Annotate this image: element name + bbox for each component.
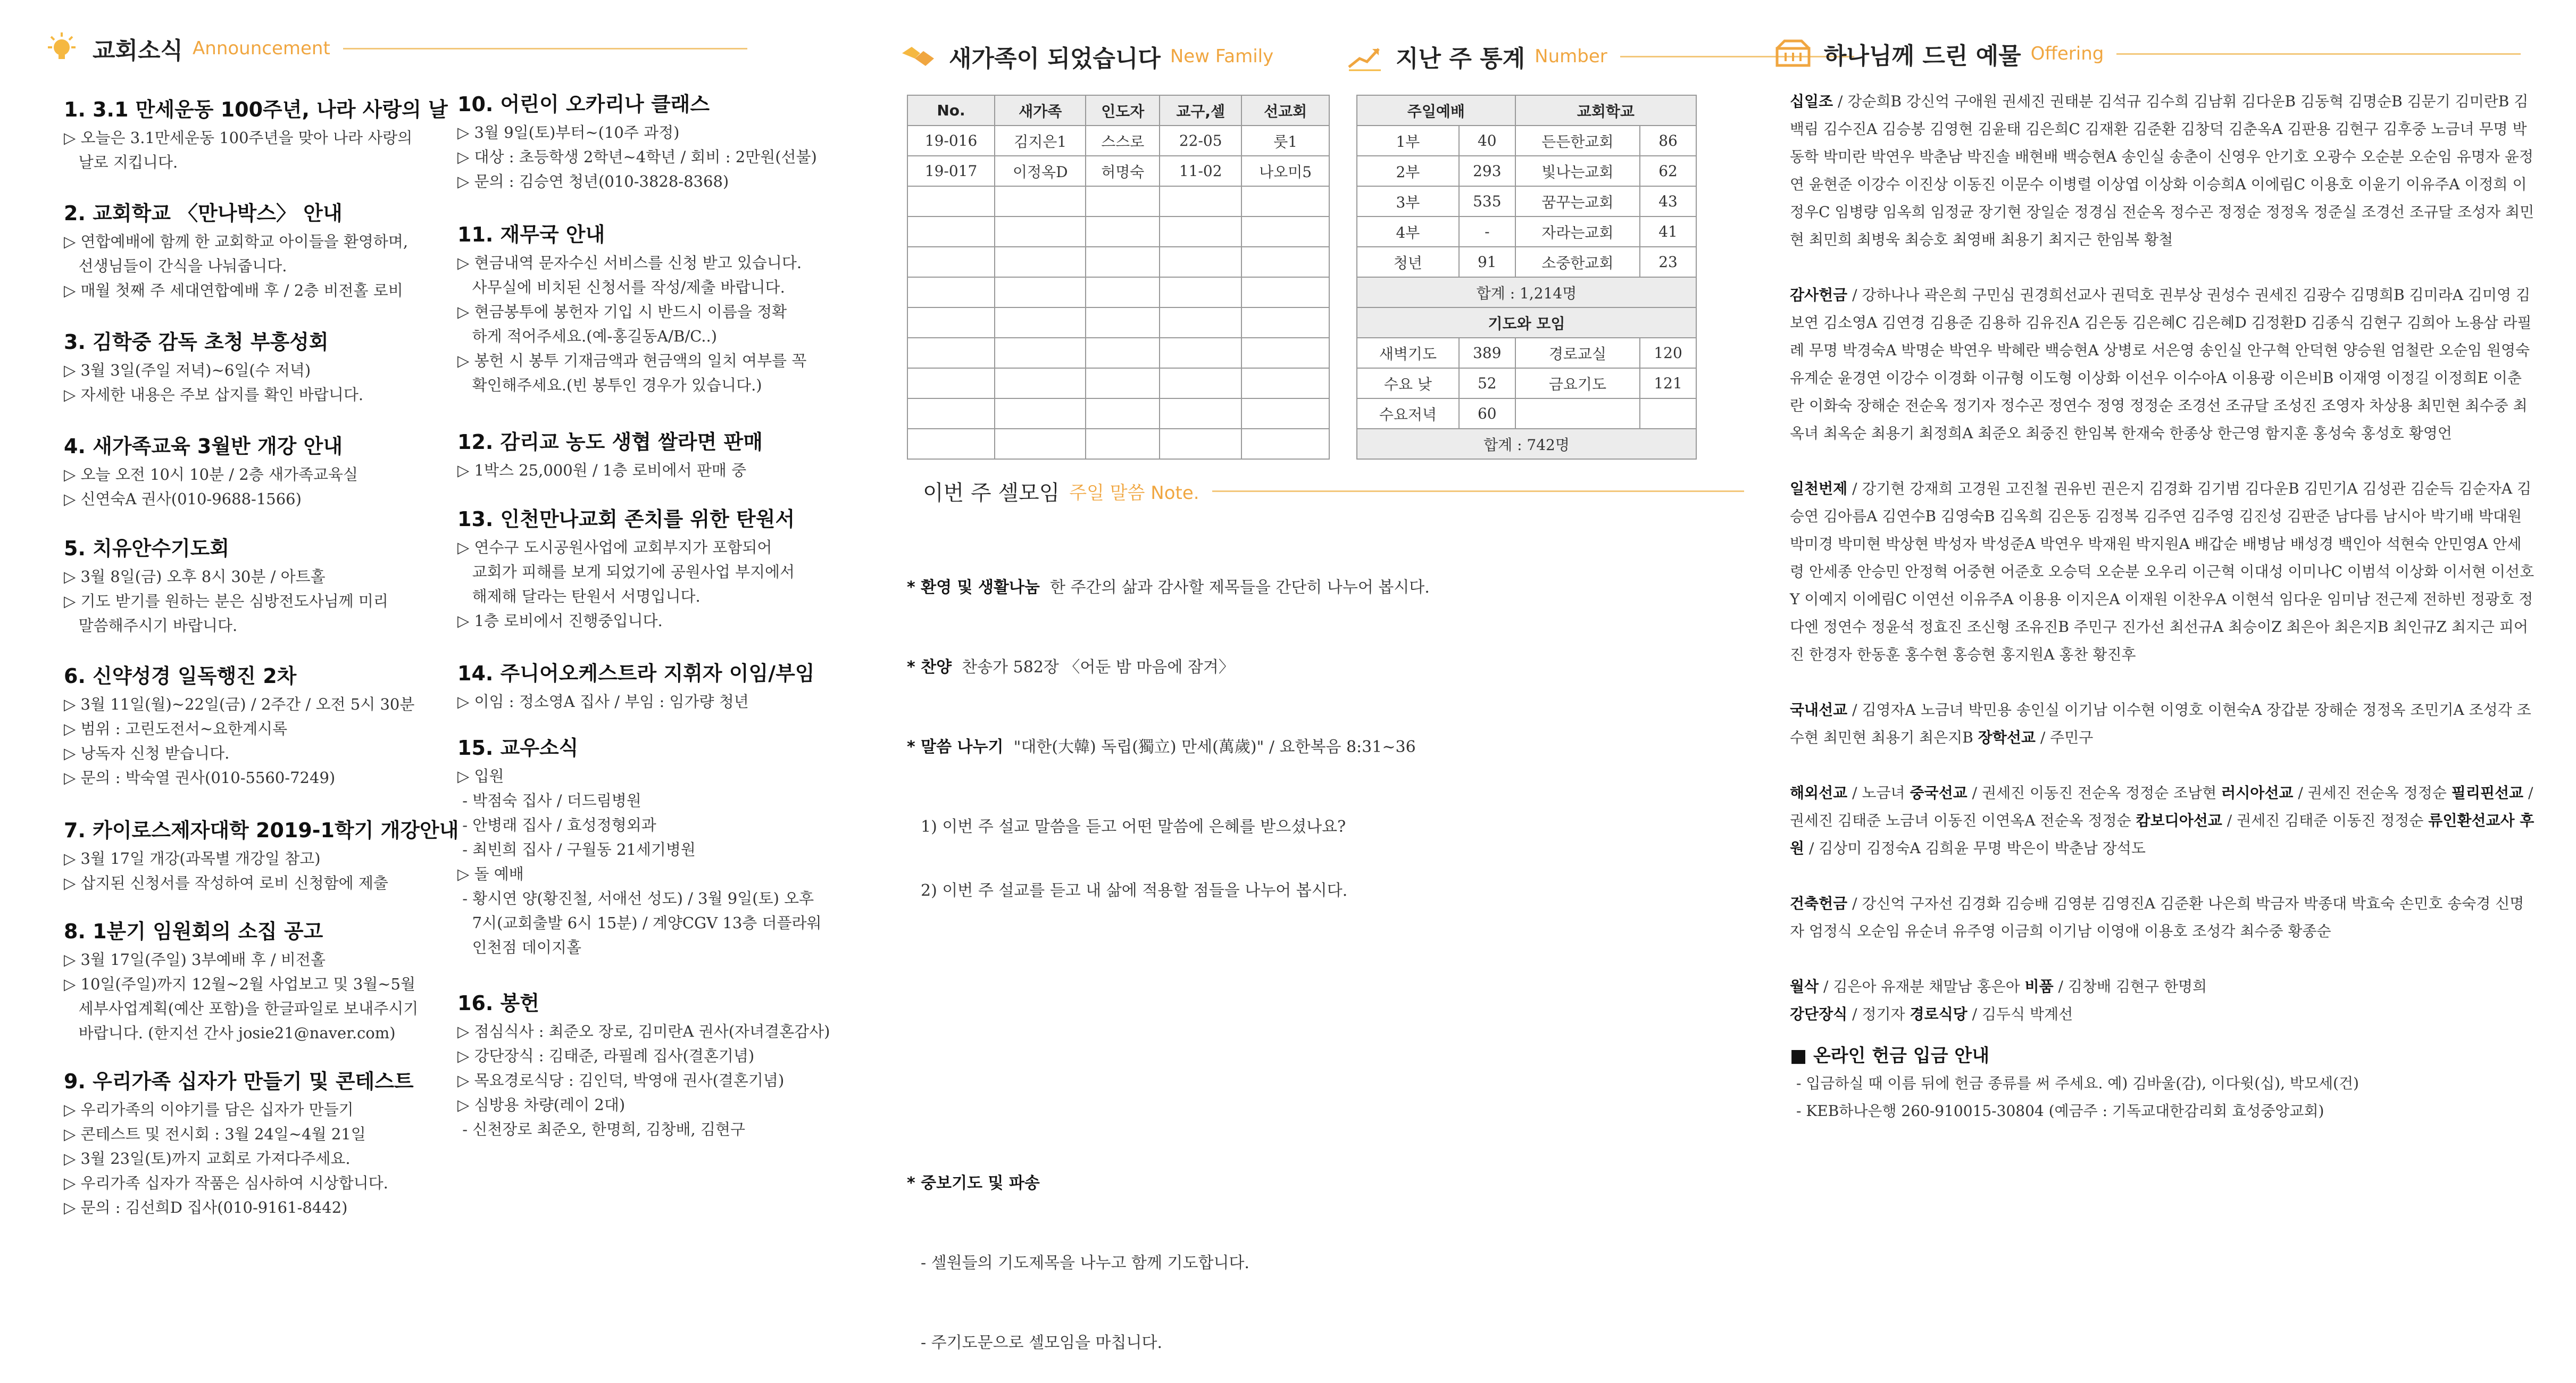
table-cell: 자라는교회 [1515,216,1640,247]
notice-title: 6. 신약성경 일독행진 2차 [64,664,297,688]
notice-title: 2. 교회학교 〈만나박스〉 안내 [64,202,343,225]
notice-line: ▷ 오늘은 3.1만세운동 100주년을 맞아 나라 사랑의 [64,129,413,147]
notice-title: 12. 감리교 농도 생협 쌀라면 판매 [457,430,763,454]
notice-line: ▷ 범위 : 고린도전서~요한계시록 [64,720,288,738]
notice-item [64,326,363,407]
trend-chart-icon [1346,37,1384,76]
notice-item [457,731,822,960]
notice-line: ▷ 입원 [457,767,504,785]
table-cell: 허명숙 [1086,156,1160,186]
offering-thanks: 감사헌금 / 강하나나 곽은희 구민심 권경희선교사 권덕호 권부상 권성수 권세진 김광수 김명희B 김미라A 김미영 김보연 김소영A 김연경 김용준 김용하 김유진A 김은동 김은혜C 김은혜D 김정환D 김종식 김현구 김희아 노용삼 라필례 무명 박경숙A 박명순 박연우 박혜란 백승현A 상병로 서은영 송인실 안구혁 안덕현 양승원 엄철란 오순임 원영숙 유계순 윤경연 이강수 이경화 이규형 이도형 이상화 이선우 이수아A 이용광 이은비B 이재영 이정길 이정희E 이춘란 이화숙 장해순 전순옥 정기자 정수곤 정연수 정영 정정순 조경선 조규달 조성진 조영자 차상용 최민현 최수중 최옥녀 최옥순 최용기 최정희A 최준오 최중진 한임복 한재숙 한종상 한근영 함지훈 홍성숙 홍성호 황영언 [1790,286,2532,442]
new-family-table [907,95,1330,460]
notice-line: ▷ 문의 : 김승연 청년(010-3828-8368) [457,172,729,190]
notice-item [64,532,388,638]
notice-line: ▷ 자세한 내용은 주보 삽지를 확인 바랍니다. [64,386,364,404]
notice-title: 15. 교우소식 [457,736,579,760]
table-cell: 120 [1640,338,1696,368]
notice-line: ▷ 현금봉투에 봉헌자 기입 시 반드시 이름을 정확 [457,303,787,321]
table-row-empty [907,277,1329,307]
table-cell: 121 [1640,368,1696,398]
announcement-title-en: Announcement [193,38,330,59]
offering-title: 하나님께 드린 예물 [1824,43,2021,70]
table-cell: 40 [1459,126,1515,156]
notice-line: ▷ 강단장식 : 김태준, 라필례 집사(결혼기념) [457,1047,755,1065]
notice-line: - 안병래 집사 / 효성정형외과 [457,816,656,834]
offering-misc: 월삭 / 김은아 유재분 채말남 홍은아 비품 / 김창배 김현구 한명희 강단장식 / 정기자 경로식당 / 김두식 박계선 [1790,978,2207,1023]
table-cell: 든든한교회 [1515,126,1640,156]
column-header: 주일예배 [1357,95,1515,126]
table-cell: 1부 [1357,126,1459,156]
notice-line: ▷ 10일(주일)까지 12월~2월 사업보고 및 3월~5월 [64,975,415,993]
notice-line: 날로 지킵니다. [64,153,178,171]
notice-line: ▷ 3월 17일(주일) 3부예배 후 / 비전홀 [64,951,326,969]
table-cell: 청년 [1357,247,1459,277]
column-header: 선교회 [1241,95,1329,126]
table-cell: 293 [1459,156,1515,186]
notice-line: ▷ 1층 로비에서 진행중입니다. [457,612,663,630]
table-cell: 11-02 [1160,156,1241,186]
new-family-header [899,37,1273,76]
notice-line: ▷ 콘테스트 및 전시회 : 3월 24일~4월 21일 [64,1125,366,1143]
table-cell: 41 [1640,216,1696,247]
question-1: 1) 이번 주 설교 말씀을 듣고 어떤 말씀에 은혜를 받으셨나요? [921,818,1346,836]
table-row [1357,368,1696,398]
table-cell: 62 [1640,156,1696,186]
closing-line: - 셀원들의 기도제목을 나누고 함께 기도합니다. [921,1254,1249,1272]
table-row [1357,186,1696,216]
header-rule [2116,53,2521,55]
notice-item [64,93,448,174]
announcement-header [43,29,747,68]
notice-item [457,426,763,482]
stats-title-en: Number [1535,46,1607,67]
stats-table [1356,95,1697,460]
notice-line: ▷ 삽지된 신청서를 작성하여 로비 신청함에 제출 [64,874,388,892]
online-offering-title: ■ 온라인 헌금 입금 안내 [1790,1045,1990,1067]
notice-line: ▷ 기도 받기를 원하는 분은 심방전도사님께 미리 [64,592,388,610]
table-row-empty [907,398,1329,429]
notice-line: ▷ 3월 3일(주일 저녁)~6일(수 저녁) [64,361,311,379]
header-rule [343,48,747,49]
notice-line: ▷ 우리가족 십자가 작품은 심사하여 시상합니다. [64,1174,388,1192]
notice-title: 16. 봉헌 [457,992,539,1015]
notice-line: ▷ 연합예배에 함께 한 교회학교 아이들을 환영하며, [64,232,409,251]
notice-title: 8. 1분기 임원회의 소집 공고 [64,920,323,943]
column-header: 교회학교 [1515,95,1696,126]
notice-line: 말씀해주시기 바랍니다. [64,616,238,635]
notice-title: 7. 카이로스제자대학 2019-1학기 개강안내 [64,819,459,842]
table-cell: 수요 낮 [1357,368,1459,398]
new-family-title: 새가족이 되었습니다 [949,45,1161,72]
notice-item [457,987,830,1142]
offering-tithe: 십일조 / 강순희B 강신억 구애원 권세진 권태분 김석규 김수희 김남휘 김다운B 김동혁 김명순B 김문기 김미란B 김백림 김수진A 김승봉 김영현 김윤태 김은희C 김재환 김준환 김창덕 김춘옥A 김판용 김현구 김후중 노금녀 무명 박동학 박미란 박연우 박춘남 박진솔 배현배 백승현A 송인실 송춘이 신영우 안기호 오광수 오순분 오순임 유명자 윤정연 윤현준 이강수 이진상 이동진 이문수 이병렬 이상엽 이상화 이승희A 이에림C 이용호 이윤기 이유주A 이정희 이정우C 임병량 임옥희 임정균 장기현 장일순 정경심 전순옥 정수곤 정정순 정정옥 정준실 조경선 조규달 조성자 최민현 최민희 최병욱 최승호 최영배 최용기 최지근 한임복 황철 [1790,93,2535,248]
notice-title: 5. 치유안수기도회 [64,537,230,560]
table-cell: 수요저녁 [1357,398,1459,429]
table-cell: 꿈꾸는교회 [1515,186,1640,216]
notice-title: 11. 재무국 안내 [457,223,605,246]
notice-line: ▷ 3월 9일(토)부터~(10주 과정) [457,123,680,141]
notice-title: 10. 어린이 오카리나 클래스 [457,93,710,116]
lightbulb-icon [43,29,81,68]
notice-line: 인천점 데이지홀 [457,938,581,956]
table-row-empty [907,429,1329,459]
table-row [907,156,1329,186]
online-offering-account: - KEB하나은행 260-910015-30804 (예금주 : 기독교대한감리회 효성중앙교회) [1796,1102,2324,1120]
notice-title: 14. 주니어오케스트라 지휘자 이임/부임 [457,662,815,685]
table-cell: - [1459,216,1515,247]
column-header: No. [907,95,995,126]
table-cell: 나오미5 [1241,156,1329,186]
notice-title: 9. 우리가족 십자가 만들기 및 콘테스트 [64,1070,414,1093]
question-2: 2) 이번 주 설교를 듣고 내 삶에 적용할 점들을 나누어 봅시다. [921,881,1348,900]
table-cell: 빛나는교회 [1515,156,1640,186]
notice-title: 3. 김학중 감독 초청 부흥성회 [64,330,329,354]
agenda-prayer: * 중보기도 및 파송 [907,1174,1040,1193]
notice-line: 세부사업계획(예산 포함)을 한글파일로 보내주시기 [64,999,419,1018]
table-row [1357,398,1696,429]
total-cell: 합계 : 1,214명 [1357,277,1696,307]
notice-line: - 황시연 양(황진철, 서애선 성도) / 3월 9일(토) 오후 [457,889,814,907]
column-header: 인도자 [1086,95,1160,126]
table-cell: 535 [1459,186,1515,216]
cell-title-en: 주일 말씀 Note. [1069,482,1199,504]
cell-closing [907,1117,1249,1383]
table-row [1357,216,1696,247]
offering-domestic: 국내선교 / 김영자A 노금녀 박민용 송인실 이기남 이수현 이영호 이현숙A 장갑분 장해순 정정옥 조민기A 조성각 조수현 최민현 최용기 최은지B 장학선교 / 주민구 [1790,701,2531,746]
table-cell: 스스로 [1086,126,1160,156]
new-family-title-en: New Family [1170,46,1274,67]
notice-line: ▷ 우리가족의 이야기를 담은 십자가 만들기 [64,1101,354,1119]
table-cell: 이정옥D [995,156,1086,186]
offering-weekly: 일천번제 / 강기현 강재희 고경원 고진철 권유빈 권은지 김경화 김기범 김다운B 김민기A 김성관 김순득 김순자A 김승연 김아름A 김연수B 김영숙B 김옥희 김은동 김정복 김주연 김주영 김진성 김판준 남다름 남시아 박기배 박대원 박미경 박미현 박상현 박성자 박성준A 박연우 박재원 박지원A 배갑순 배병남 배성경 백인아 석현숙 안민영A 안세령 안세종 안승민 안정혁 어중현 어준호 오승덕 오순분 오우리 이근혁 이대성 이미나C 이범석 이상화 이서현 이선호Y 이예지 이에림C 이연선 이유주A 이용용 이지은A 이재원 이찬우A 이현석 임다운 임미남 전근제 전하빈 정광호 정다엔 정연수 정윤석 정효진 조신형 조유진B 주민구 진가선 최선규A 최승이Z 최은아 최은지B 최인규Z 최지근 피어진 한경자 한동훈 홍수현 홍승현 홍지원A 홍찬 황진후 [1790,480,2535,663]
notice-line: ▷ 문의 : 김선희D 집사(010-9161-8442) [64,1198,348,1217]
notice-line: - 신천장로 최준오, 한명희, 김창배, 김현구 [457,1120,745,1138]
notice-title: 13. 인천만나교회 존치를 위한 탄원서 [457,507,795,531]
cell-header [923,476,1744,506]
notice-line: ▷ 3월 23일(토)까지 교회로 가져다주세요. [64,1149,351,1168]
notice-line: ▷ 연수구 도시공원사업에 교회부지가 포함되어 [457,538,772,556]
notice-item [457,88,817,194]
notice-line: 선생님들이 간식을 나눠줍니다. [64,257,287,275]
notice-line: 바랍니다. (한지선 간사 josie21@naver.com) [64,1024,396,1042]
notice-title: 4. 새가족교육 3월반 개강 안내 [64,435,343,458]
stats-title: 지난 주 통계 [1396,45,1525,72]
notice-line: ▷ 3월 11일(월)~22일(금) / 2주간 / 오전 5시 30분 [64,695,415,713]
table-header-row [907,95,1329,126]
notice-line: ▷ 매월 첫째 주 세대연합예배 후 / 2층 비전홀 로비 [64,281,403,299]
table-cell: 23 [1640,247,1696,277]
table-row [1357,338,1696,368]
notice-item [64,197,408,303]
column-header: 새가족 [995,95,1086,126]
notice-item [64,660,414,790]
notice-line: ▷ 신연숙A 권사(010-9688-1566) [64,490,302,508]
table-cell: 389 [1459,338,1515,368]
notice-line: 해제해 달라는 탄원서 서명입니다. [457,587,701,605]
table-cell: 소중한교회 [1515,247,1640,277]
table-header-row [1357,95,1696,126]
notice-item [64,915,418,1045]
notice-item [64,814,458,895]
table-cell [1515,398,1640,429]
table-cell [1640,398,1696,429]
table-cell: 경로교실 [1515,338,1640,368]
table-cell: 52 [1459,368,1515,398]
handshake-icon [899,37,937,76]
online-offering-line: - 입금하실 때 이름 뒤에 헌금 종류를 써 주세요. 예) 김바울(감), 이다윗(십), 박모세(건) [1796,1074,2359,1092]
table-cell: 2부 [1357,156,1459,186]
table-row [1357,126,1696,156]
column-header: 기도와 모임 [1357,307,1696,338]
notice-line: ▷ 3월 8일(금) 오후 8시 30분 / 아트홀 [64,568,326,586]
table-cell: 룻1 [1241,126,1329,156]
notice-line: - 박점숙 집사 / 더드림병원 [457,792,641,810]
table-cell: 금요기도 [1515,368,1640,398]
table-cell: 43 [1640,186,1696,216]
table-cell: 김지은1 [995,126,1086,156]
notice-line: ▷ 점심식사 : 최준오 장로, 김미란A 권사(자녀결혼감사) [457,1022,830,1040]
offering-box-icon [1774,35,1812,73]
table-cell: 4부 [1357,216,1459,247]
table-cell: 22-05 [1160,126,1241,156]
table-cell: 91 [1459,247,1515,277]
offering-title-en: Offering [2030,43,2104,64]
table-cell: 3부 [1357,186,1459,216]
notice-line: ▷ 현금내역 문자수신 서비스를 신청 받고 있습니다. [457,254,802,272]
table-row-empty [907,216,1329,247]
notice-line: ▷ 심방용 차량(레이 2대) [457,1096,626,1114]
notice-line: ▷ 봉헌 시 봉투 기재금액과 현금액의 일치 여부를 꼭 [457,352,807,370]
total-cell: 합계 : 742명 [1357,429,1696,459]
announcement-title: 교회소식 [93,37,184,64]
table-row [1357,156,1696,186]
table-row-empty [907,338,1329,368]
notice-line: ▷ 목요경로식당 : 김인덕, 박영애 권사(결혼기념) [457,1071,785,1089]
notice-item [457,218,806,397]
offering-building: 건축헌금 / 강신억 구자선 김경화 김승배 김영분 김영진A 김준환 나은희 박금자 박종대 박효숙 손민호 송숙경 신명자 엄정식 오순임 유순녀 유주영 이금희 이기남 이영애 이용호 조성각 최수중 황종순 [1790,895,2524,940]
table-row [1357,247,1696,277]
closing-line: - 주기도문으로 셀모임을 마칩니다. [921,1334,1163,1352]
table-row-empty [907,186,1329,216]
notice-item [457,657,815,714]
agenda-praise: * 찬양 찬송가 582장 〈어둔 밤 마음에 잠겨〉 [907,658,1235,677]
notice-line: 교회가 피해를 보게 되었기에 공원사업 부지에서 [457,563,795,581]
notice-line: ▷ 낭독자 신청 받습니다. [64,744,230,762]
notice-line: ▷ 오늘 오전 10시 10분 / 2층 새가족교육실 [64,465,359,484]
notice-line: 확인해주세요.(빈 봉투인 경우가 있습니다.) [457,376,762,394]
table-row-empty [907,368,1329,398]
notice-line: ▷ 돌 예배 [457,865,524,883]
table-cell: 60 [1459,398,1515,429]
notice-line: 하게 적어주세요.(예-홍길동A/B/C..) [457,327,718,345]
header-rule [1212,490,1744,492]
table-total-row [1357,429,1696,459]
notice-line: 7시(교회출발 6시 15분) / 계양CGV 13층 더플라워 [457,914,822,932]
offering-list [1790,88,2535,1125]
agenda-welcome: * 환영 및 생활나눔 한 주간의 삶과 감사할 제목들을 간단히 나누어 봅시다. [907,578,1430,597]
table-row-empty [907,247,1329,277]
offering-header [1774,35,2521,73]
table-cell: 86 [1640,126,1696,156]
table-cell: 새벽기도 [1357,338,1459,368]
notice-item [457,503,795,633]
notice-title: 1. 3.1 만세운동 100주년, 나라 사랑의 날 [64,98,448,121]
table-cell: 19-016 [907,126,995,156]
notice-line: ▷ 대상 : 초등학생 2학년~4학년 / 회비 : 2만원(선불) [457,148,817,166]
notice-line: ▷ 문의 : 박숙열 권사(010-5560-7249) [64,769,336,787]
notice-line: ▷ 이임 : 정소영A 집사 / 부임 : 임가량 청년 [457,693,749,711]
offering-overseas: 해외선교 / 노금녀 중국선교 / 권세진 이동진 전순옥 정정순 조남현 러시아선교 / 권세진 전순옥 정정순 필리핀선교 / 권세진 김태준 노금녀 이동진 이연옥A 전순옥 정정순 캄보디아선교 / 권세진 김태준 이동진 정정순 류인환선교사 후원 / 김상미 김정숙A 김희윤 무명 박은이 박춘남 장석도 [1790,784,2535,857]
table-header-row [1357,307,1696,338]
notice-line: 사무실에 비치된 신청서를 작성/제출 바랍니다. [457,278,785,296]
cell-agenda [907,521,1430,867]
notice-line: ▷ 1박스 25,000원 / 1층 로비에서 판매 중 [457,461,747,479]
table-row-empty [907,307,1329,338]
table-row [907,126,1329,156]
notice-line: - 최빈희 집사 / 구월동 21세기병원 [457,840,696,859]
notice-item [64,430,358,511]
cell-title: 이번 주 셀모임 [923,481,1060,505]
agenda-word: * 말씀 나누기 "대한(大韓) 독립(獨立) 만세(萬歲)" / 요한복음 8:31~36 [907,738,1416,756]
notice-item [64,1065,414,1220]
column-header: 교구,셀 [1160,95,1241,126]
notice-line: ▷ 3월 17일 개강(과목별 개강일 참고) [64,849,321,868]
table-cell: 19-017 [907,156,995,186]
table-total-row [1357,277,1696,307]
